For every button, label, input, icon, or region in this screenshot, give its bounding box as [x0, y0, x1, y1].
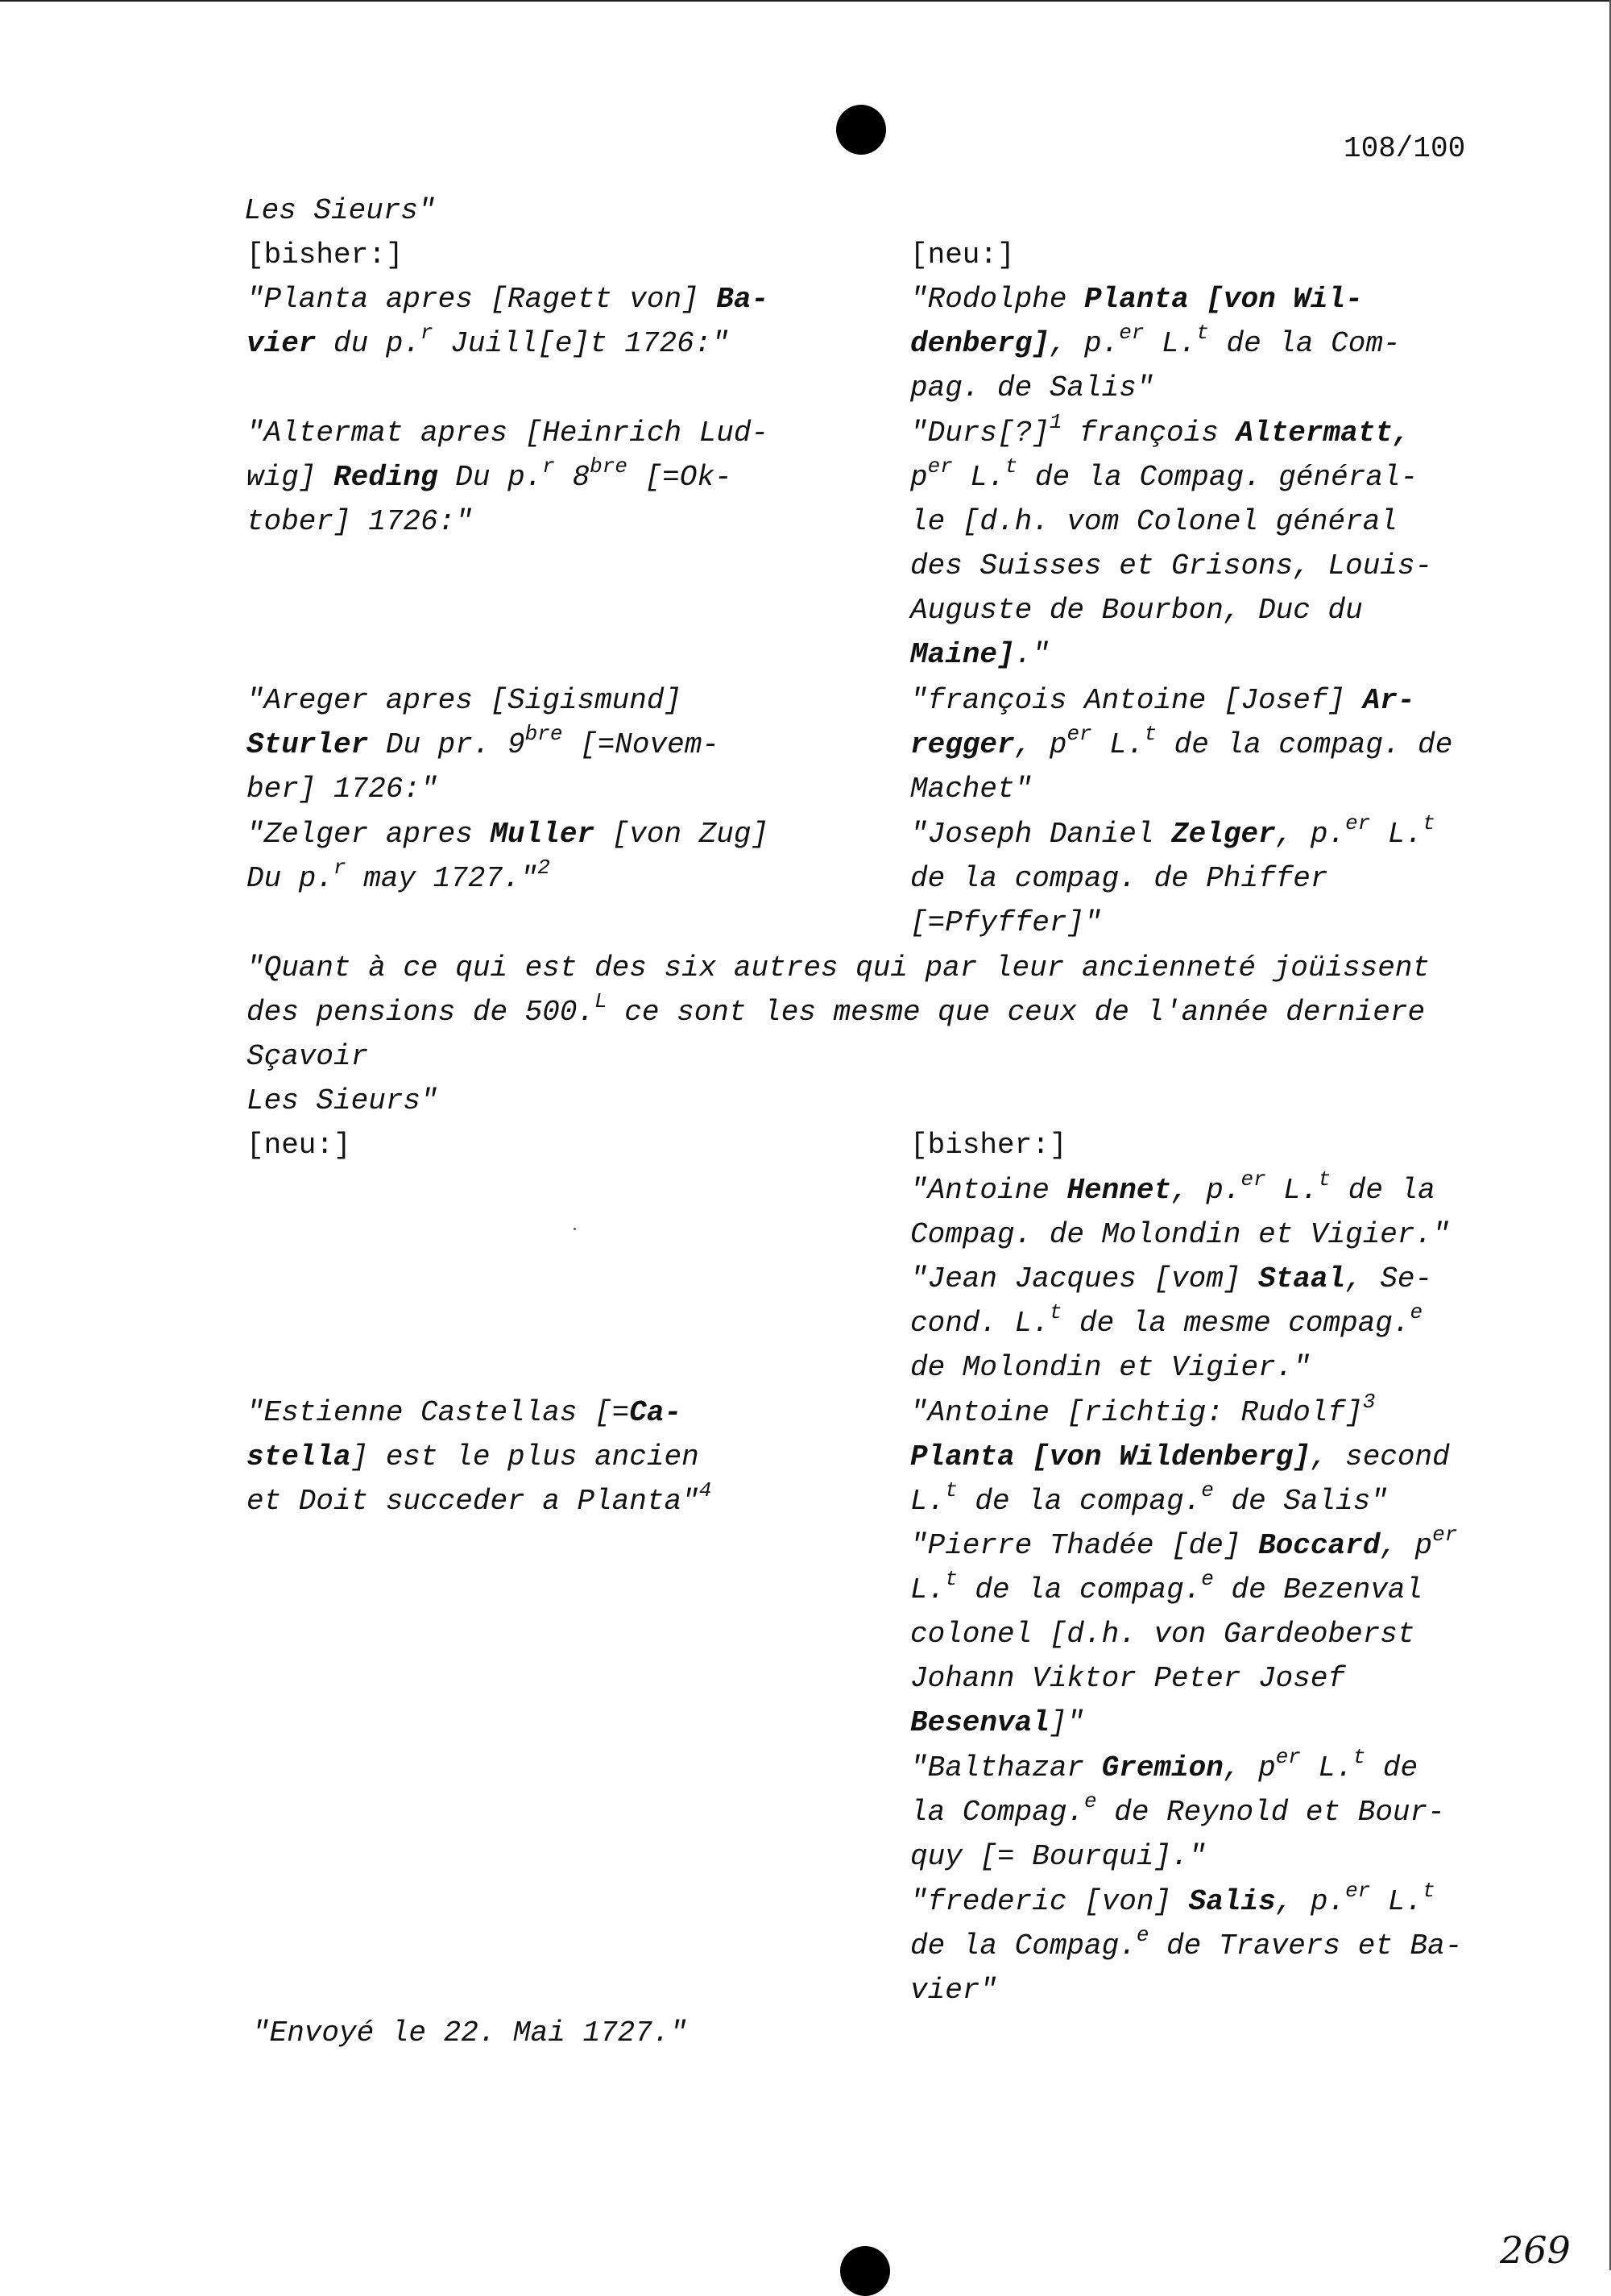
text-line: ber] 1726:": [246, 773, 438, 806]
text-line: L.$^t$ de la compag.$^e$ de Bezenval: [910, 1567, 1423, 1606]
text-line: cond. L.$^t$ de la mesme compag.$^e$: [910, 1300, 1423, 1340]
text-line: Planta [von Wildenberg], second: [910, 1440, 1450, 1473]
text-line: $p^{er}$ L.$^t$ de la Compag. général-: [910, 454, 1418, 494]
text-line: "Areger apres [Sigismund]: [246, 684, 682, 717]
text-line: Johann Viktor Peter Josef: [910, 1662, 1346, 1695]
column-label-neu: [neu:]: [246, 1129, 351, 1162]
column-label-neu: [neu:]: [910, 238, 1015, 271]
column-label-bisher: [bisher:]: [910, 1129, 1067, 1162]
punch-hole-bottom: [840, 2246, 890, 2296]
text-line: Auguste de Bourbon, Duc du: [910, 594, 1363, 627]
text-line: "Pierre Thadée [de] Boccard, $p^{er}$: [910, 1523, 1458, 1562]
text-line: la Compag.$^e$ de Reynold et Bour-: [910, 1789, 1445, 1829]
text-line: Du p.$^r$ may 1727."$^2$: [246, 856, 550, 895]
text-line: vier du p.$^r$ Juill[e]t 1726:": [246, 321, 729, 360]
archive-stamp: 269: [1500, 2228, 1571, 2272]
text-line: stella] est le plus ancien: [246, 1440, 699, 1473]
text-line: de Molondin et Vigier.": [910, 1351, 1311, 1384]
text-line: "Planta apres [Ragett von] Ba-: [246, 283, 769, 316]
sent-date: "Envoyé le 22. Mai 1727.": [252, 2016, 688, 2049]
text-line: de la compag. de Phiffer: [910, 862, 1328, 895]
page-top-border: [0, 0, 1611, 2]
text-line: des pensions de 500.$^L$ ce sont les mesme que ceux de l'année derniere: [246, 989, 1426, 1029]
text-line: [=Pfyffer]": [910, 906, 1102, 939]
text-line: colonel [d.h. von Gardeoberst: [910, 1618, 1415, 1651]
text-line: "Jean Jacques [vom] Staal, Se-: [910, 1262, 1433, 1295]
text-line: de la Compag.$^e$ de Travers et Ba-: [910, 1923, 1463, 1962]
text-line: le [d.h. vom Colonel général: [910, 505, 1398, 538]
text-line: "Rodolphe Planta [von Wil-: [910, 283, 1363, 316]
text-line: "Joseph Daniel Zelger, p.$^{er}$ L.$^t$: [910, 811, 1435, 851]
text-line: Compag. de Molondin et Vigier.": [910, 1218, 1450, 1251]
text-line: "Zelger apres Muller [von Zug]: [246, 818, 769, 851]
text-line: "frederic [von] Salis, p.$^{er}$ L.$^t$: [910, 1879, 1435, 1918]
text-line: regger, $p^{er}$ L.$^t$ de la compag. de: [910, 722, 1453, 761]
text-line: "Quant à ce qui est des six autres qui par leur ancienneté joüissent: [246, 951, 1431, 984]
text-line: "Durs[?]$^1$ françois Altermatt,: [910, 410, 1410, 450]
text-line: Maine].": [910, 638, 1050, 671]
text-line: vier": [910, 1974, 998, 2007]
punch-hole-top: [836, 105, 886, 155]
text-line: Sçavoir: [246, 1040, 369, 1073]
text-line: "Antoine Hennet, p.$^{er}$ L.$^t$ de la: [910, 1167, 1435, 1207]
text-line: "Antoine [richtig: Rudolf]$^3$: [910, 1390, 1376, 1429]
text-line: denberg], p.$^{er}$ L.$^t$ de la Com-: [910, 321, 1401, 360]
text-line: pag. de Salis": [910, 371, 1154, 404]
text-line: Besenval]": [910, 1706, 1085, 1739]
text-line: "Balthazar Gremion, $p^{er}$ L.$^t$ de: [910, 1745, 1418, 1784]
text-line: Machet": [910, 773, 1033, 806]
page-number: 108/100: [1344, 132, 1466, 165]
text-line: "Altermat apres [Heinrich Lud-: [246, 417, 769, 450]
text-line: tober] 1726:": [246, 505, 473, 538]
text-line: des Suisses et Grisons, Louis-: [910, 549, 1433, 582]
text-line: L.$^t$ de la compag.$^e$ de Salis": [910, 1478, 1388, 1518]
text-line: Les Sieurs": [244, 194, 436, 227]
text-line: "Estienne Castellas [=Ca-: [246, 1396, 682, 1429]
speck: [574, 1228, 576, 1230]
text-line: wig] Reding Du p.$^r$ $8^{bre}$ [=Ok-: [246, 454, 732, 494]
text-line: Les Sieurs": [246, 1084, 438, 1117]
text-line: "françois Antoine [Josef] Ar-: [910, 684, 1415, 717]
text-line: quy [= Bourqui].": [910, 1840, 1207, 1873]
column-label-bisher: [bisher:]: [246, 238, 404, 271]
text-line: et Doit succeder a Planta"$^4$: [246, 1478, 712, 1518]
text-line: Sturler Du pr. $9^{bre}$ [=Novem-: [246, 722, 719, 761]
